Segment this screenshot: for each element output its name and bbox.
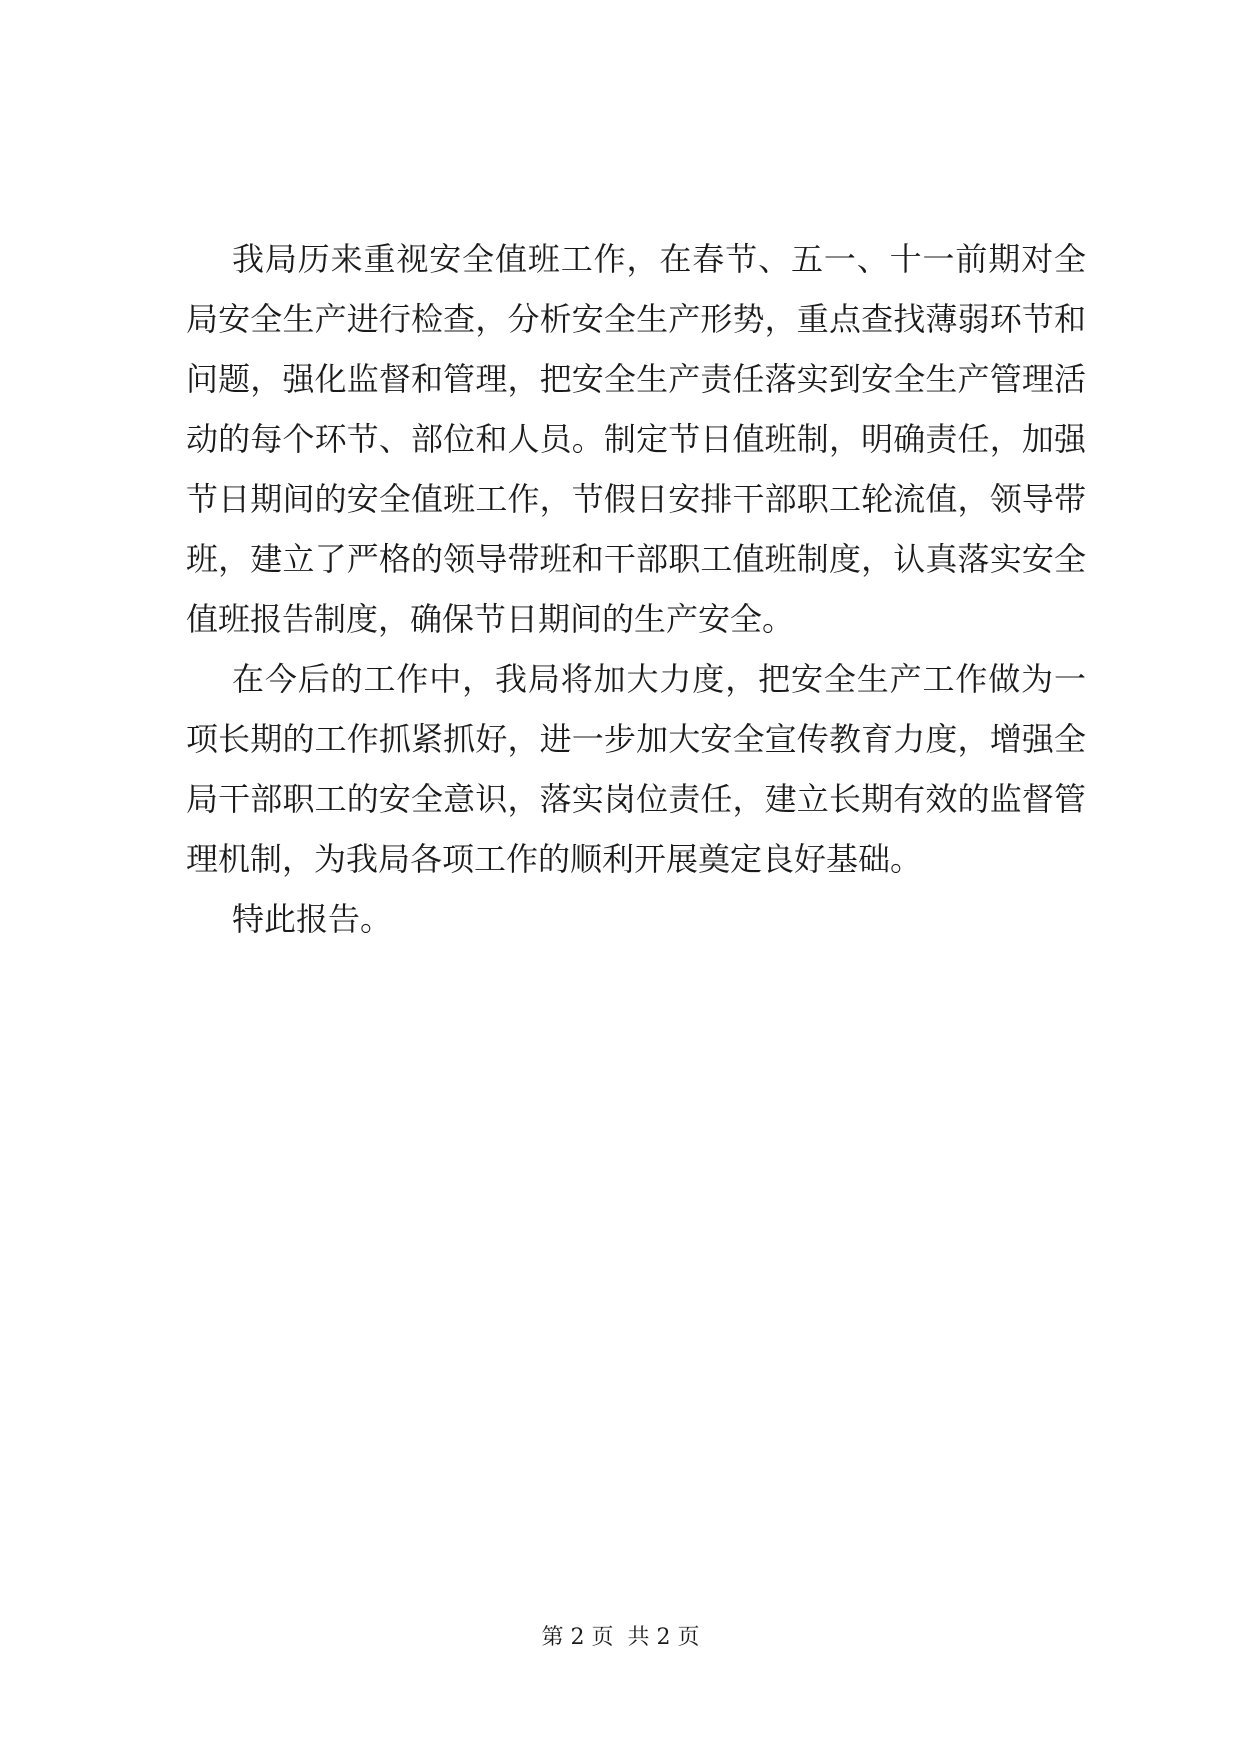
paragraph-1-line-6: 班，建立了严格的领导带班和干部职工值班制度，认真落实安全 bbox=[186, 540, 1086, 578]
paragraph-1-line-4: 动的每个环节、部位和人员。制定节日值班制，明确责任，加强 bbox=[186, 420, 1086, 458]
page-total: 共 2 页 bbox=[627, 1625, 700, 1650]
paragraph-1-line-2: 局安全生产进行检查，分析安全生产形势，重点查找薄弱环节和 bbox=[186, 300, 1086, 338]
paragraph-1-line-7: 值班报告制度，确保节日期间的生产安全。 bbox=[186, 600, 795, 638]
paragraph-2-line-3: 局干部职工的安全意识，落实岗位责任，建立长期有效的监督管 bbox=[186, 780, 1086, 818]
page-footer bbox=[0, 1620, 1241, 1651]
paragraph-1-line-3: 问题，强化监督和管理，把安全生产责任落实到安全生产管理活 bbox=[186, 360, 1086, 398]
paragraph-2-line-2: 项长期的工作抓紧抓好，进一步加大安全宣传教育力度，增强全 bbox=[186, 720, 1086, 758]
paragraph-2-line-1: 在今后的工作中，我局将加大力度，把安全生产工作做为一 bbox=[232, 660, 1086, 698]
paragraph-1-line-1: 我局历来重视安全值班工作，在春节、五一、十一前期对全 bbox=[232, 240, 1086, 278]
page-number: 第 2 页 bbox=[541, 1625, 614, 1650]
closing-line: 特此报告。 bbox=[232, 900, 393, 938]
paragraph-1-line-5: 节日期间的安全值班工作，节假日安排干部职工轮流值，领导带 bbox=[186, 480, 1086, 518]
paragraph-2-line-4: 理机制，为我局各项工作的顺利开展奠定良好基础。 bbox=[186, 840, 923, 878]
